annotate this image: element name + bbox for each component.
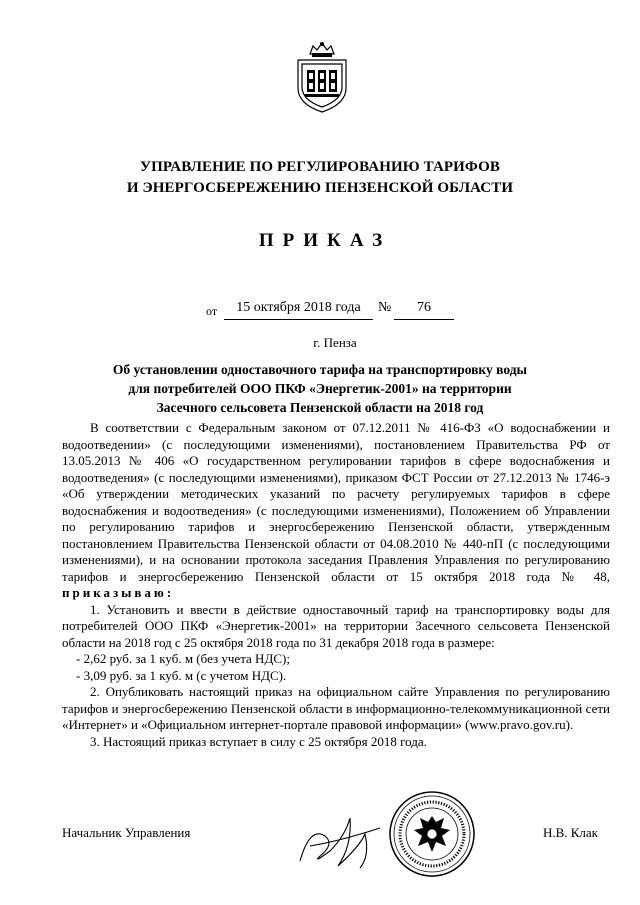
item-1-paragraph: 1. Установить и ввести в действие одноставочный тариф на транспортировку воды для потребителей ООО ПКФ «Энергетик-2001» на территории Засечного сельсовета Пензенской области на 2018 год с 25 октября 2018 года по 31 декабря 2018 года в размере: bbox=[62, 601, 610, 650]
subject-line-2: для потребителей ООО ПКФ «Энергетик-2001» на территории bbox=[128, 381, 512, 396]
preamble-text: В соответствии с Федеральным законом от 07.12.2011 № 416-ФЗ «О водоснабжении и водоотведении» (с последующими изменениями), постановлением Правительства РФ от 13.05.2013 № 406 «О государственном регулировании тарифов в сфере водоснабжения и водоотведения» (с последующими изменениями), приказом ФСТ России от 27.12.2013 № 1746-э «Об утверждении методических указаний по расчету регулируемых тарифов в сфере водоснабжения и водоотведения» (с последующими изменениями), Положением об Управлении по регулированию тарифов и энергосбережению Пензенской области, утвержденным постановлением Правительства Пензенской области от 04.08.2010 № 440-пП (с последующими изменениями), и на основании протокола заседания Правления Управления по регулированию тарифов и энергосбережению Пензенской области от 15 октября 2018 года № 48, bbox=[62, 420, 610, 584]
coat-of-arms-icon bbox=[293, 40, 351, 114]
tariff-with-vat: - 3,09 руб. за 1 куб. м (с учетом НДС). bbox=[76, 667, 287, 683]
date-prefix-label: от bbox=[206, 304, 218, 318]
tariff-without-vat: - 2,62 руб. за 1 куб. м (без учета НДС); bbox=[76, 651, 290, 666]
document-subject bbox=[60, 360, 580, 417]
handwritten-signature bbox=[290, 806, 390, 876]
document-city: г. Пенза bbox=[313, 335, 357, 350]
item-2-paragraph: 2. Опубликовать настоящий приказ на официальном сайте Управления по регулированию тарифов и энергосбережению Пензенской области в информационно-телекоммуникационной сети «Интернет» и «Официальном интернет-портале правовой информации» (www.pravo.gov.ru). bbox=[62, 684, 610, 732]
document-type-title: ПРИКАЗ bbox=[258, 230, 392, 251]
agency-name-line-1: УПРАВЛЕНИЕ ПО РЕГУЛИРОВАНИЮ ТАРИФОВ bbox=[140, 159, 500, 175]
document-body bbox=[62, 420, 610, 750]
order-word: приказываю: bbox=[62, 585, 175, 600]
subject-line-1: Об установлении одноставочного тарифа на транспортировку воды bbox=[112, 362, 528, 377]
signatory-position: Начальник Управления bbox=[62, 825, 191, 840]
agency-name-line-2: И ЭНЕРГОСБЕРЕЖЕНИЮ ПЕНЗЕНСКОЙ ОБЛАСТИ bbox=[126, 180, 514, 196]
item-3-paragraph: 3. Настоящий приказ вступает в силу с 25 октября 2018 года. bbox=[90, 733, 427, 749]
document-number: 76 bbox=[394, 300, 454, 320]
official-seal-stamp bbox=[388, 790, 476, 878]
document-date: 15 октября 2018 года bbox=[224, 300, 373, 320]
document-number-row bbox=[0, 300, 640, 322]
preamble-paragraph bbox=[62, 420, 610, 602]
subject-line-3: Засечного сельсовета Пензенской области на 2018 год bbox=[156, 400, 484, 415]
number-sign-label: № bbox=[378, 300, 392, 315]
signatory-name: Н.В. Клак bbox=[542, 825, 598, 840]
